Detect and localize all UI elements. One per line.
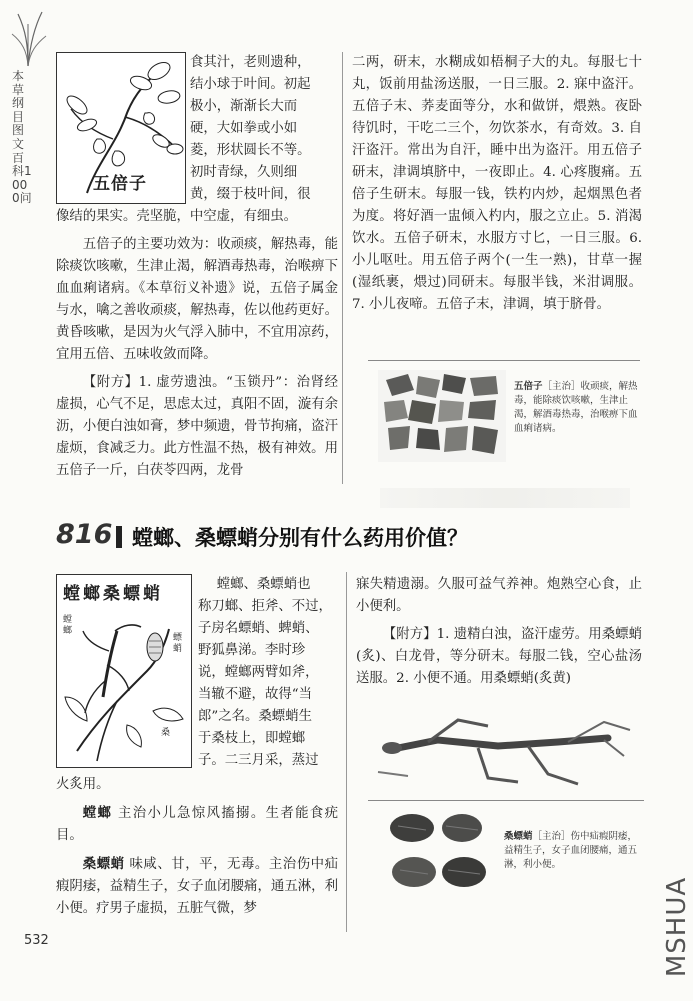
wubeizi-caption bbox=[514, 380, 640, 436]
wrap-line: 郎”之名。桑螵蛸生 bbox=[198, 709, 312, 724]
caption-divider bbox=[368, 360, 640, 361]
bleed-through-band bbox=[380, 488, 630, 508]
wrap-line: 极小，渐渐长大而 bbox=[190, 99, 298, 114]
plant-logo-icon bbox=[8, 6, 48, 68]
label-mulberry: 桑 bbox=[161, 728, 171, 738]
caption-text: ［主治］收顽痰，解热毒，能除痰饮咳嗽，生津止渴，解酒毒热毒，治喉痹下血血痢诸病。 bbox=[514, 381, 638, 434]
label-ootheca: 螵蛸 bbox=[173, 633, 183, 654]
recipe-text: 二两，研末，水糊成如梧桐子大的丸。每服七十丸，饭前用盐汤送服，一日三服。2. 寐中盗汗。五倍子末、荞麦面等分，水和做饼，煨熟。夜卧待饥时，干吃二三个，勿饮茶水，有奇效。3. 自汗盗汗。常出为自汗，睡中出为盗汗。用五倍子研末，津调填脐中，一夜即止。4. 心疼腹痛。五倍子生研末。每服一钱，铁杓内炒，起烟黑色者为度。将好酒一盅倾入杓内，服之立止。5. 消渴饮水。五倍子研末，水服方寸匕，一日三服。6. 小儿呕吐。用五倍子两个(一生一熟)，甘草一握(湿纸裹，煨过)同研末。每服半钱，米泔调服。7. 小儿夜啼。五倍子末，津调，填于脐骨。 bbox=[352, 55, 642, 312]
wubeizi-wrap-text bbox=[190, 52, 338, 206]
wrap-line: 初时青绿，久则细 bbox=[190, 165, 298, 180]
wrap-line: 螳螂、桑螵蛸也 bbox=[216, 577, 311, 592]
question-title: 螳螂、桑螵蛸分别有什么药用价值？ bbox=[132, 526, 468, 550]
wrap-line: 黄，缀于枝叶间，很 bbox=[190, 187, 311, 202]
mantis-description bbox=[56, 774, 338, 920]
wrap-line: 子。二三月采，蒸过 bbox=[198, 753, 319, 768]
mulberry-entry-text: 味咸、甘，平，无毒。主治伤中疝瘕阴痿，益精生子，女子血闭腰痛，通五淋，利小便。疗男子虚损，五脏气微，梦 bbox=[56, 857, 339, 916]
column-divider bbox=[346, 572, 347, 932]
mantis-wrap-text bbox=[198, 574, 340, 772]
wrap-line: 于桑枝上，即螳螂 bbox=[198, 731, 306, 746]
wubeizi-illustration-label: 五倍子 bbox=[93, 174, 147, 194]
wrap-line: 子房名螵蛸、蜱蛸、 bbox=[198, 621, 319, 636]
ootheca-caption bbox=[504, 830, 644, 872]
watermark-text: MSHUA bbox=[662, 876, 692, 978]
ootheca-photo bbox=[384, 806, 492, 896]
caption-divider bbox=[368, 800, 644, 801]
heading-bar-icon bbox=[116, 526, 122, 548]
caption-title: 桑螵蛸 bbox=[504, 831, 533, 842]
question-number: 816 bbox=[56, 519, 113, 550]
wrap-line: 硬，大如拳或小如 bbox=[190, 121, 298, 136]
mulberry-entry-head: 桑螵蛸 bbox=[82, 856, 125, 872]
wrap-line: 食其汁，老则遗种， bbox=[190, 55, 311, 70]
mantis-entry bbox=[56, 802, 338, 847]
wrap-line: 说，螳螂两臂如斧， bbox=[198, 665, 319, 680]
wubeizi-shape-text: 像结的果实。壳坚脆，中空虚，有细虫。 bbox=[56, 209, 298, 224]
mulberry-continued bbox=[356, 574, 642, 690]
wubeizi-recipe-paragraph: 【附方】1. 虚劳遗浊。“玉锁丹”：治肾经虚损，心气不足，思虑太过，真阳不固，漩有余沥，小便白浊如膏，梦中频遗，骨节拘痛，盗汗虚烦，食减乏力。此方性温不热，极有神效。用五倍子一斤，白茯苓四两，龙骨 bbox=[56, 375, 338, 478]
wrap-line: 结小球于叶间。初起 bbox=[190, 77, 311, 92]
page-number: 532 bbox=[24, 933, 49, 948]
wrap-line: 当辙不避，故得“当 bbox=[198, 687, 312, 702]
wubeizi-illustration bbox=[56, 52, 186, 204]
mulberry-recipe-paragraph: 【附方】1. 遗精白浊，盗汗虚劳。用桑螵蛸(炙)、白龙骨，等分研末。每服二钱，空心盐汤送服。2. 小便不通。用桑螵蛸(炙黄) bbox=[356, 627, 642, 686]
mulberry-continued-text: 寐失精遗溺。久服可益气养神。炮熟空心食，止小便利。 bbox=[356, 577, 642, 614]
wrap-line: 菱，形状圆长不等。 bbox=[190, 143, 311, 158]
wubeizi-description bbox=[56, 206, 338, 482]
mantis-entry-text: 主治小儿急惊风搐搦。生者能食疣目。 bbox=[56, 806, 339, 843]
wrap-line: 野狐鼻涕。李时珍 bbox=[198, 643, 306, 658]
mantis-illustration-label: 螳螂桑螵蛸 bbox=[63, 584, 163, 604]
mantis-photo bbox=[368, 712, 644, 798]
caption-title: 五倍子 bbox=[514, 381, 543, 392]
mantis-entry-head: 螳螂 bbox=[82, 805, 113, 821]
book-title-vertical: 本草纲目图文百科1000问 bbox=[12, 69, 32, 206]
mulberry-entry bbox=[56, 853, 338, 920]
wubeizi-recipe-continued bbox=[352, 52, 642, 316]
mantis-illustration bbox=[56, 574, 192, 768]
column-divider bbox=[342, 52, 343, 484]
wubeizi-photo bbox=[378, 370, 506, 462]
caption-text: ［主治］伤中疝瘕阴痿，益精生子，女子血闭腰痛，通五淋，利小便。 bbox=[504, 831, 638, 870]
wrap-line: 称刀螂、拒斧、不过， bbox=[198, 599, 332, 614]
watermark bbox=[652, 862, 692, 992]
label-mantis: 螳螂 bbox=[63, 615, 73, 636]
wubeizi-efficacy-paragraph: 五倍子的主要功效为：收顽痰，解热毒，能除痰饮咳嗽，生津止渴，解酒毒热毒，治喉痹下血血痢诸病。《本草衍义补遗》说，五倍子属金与水，噙之善收顽痰，解热毒，佐以他药更好。黄昏咳嗽，是因为火气浮入肺中，不宜用凉药，宜用五倍、五味收敛而降。 bbox=[56, 237, 338, 362]
mantis-fire-text: 火炙用。 bbox=[56, 777, 110, 792]
